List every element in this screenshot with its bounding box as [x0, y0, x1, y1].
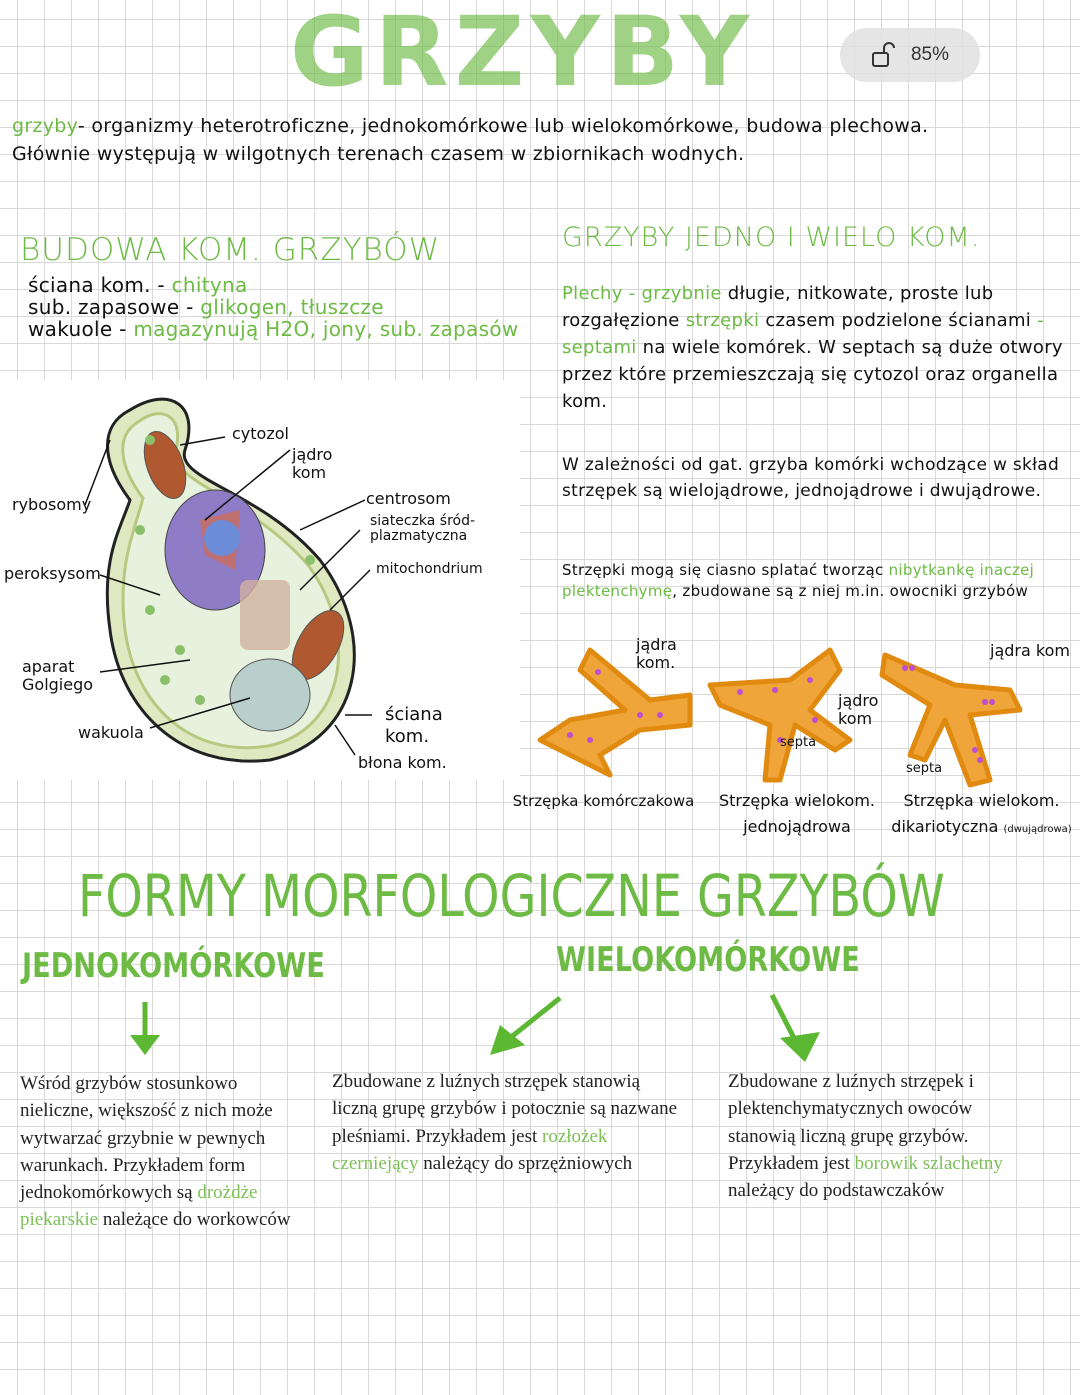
label-golgi: aparat Golgiego — [22, 657, 94, 694]
hypha-monokaryotic — [710, 650, 850, 780]
intro-text: - organizmy heterotroficzne, jednokomórkowe lub wielokomórkowe, budowa plechowa. Głównie występują w wilgotnych terenach czasem w zbiornikach wodnych. — [12, 115, 929, 165]
label-rybosomy: rybosomy — [12, 495, 92, 514]
label-jadro: jądro kom — [292, 445, 333, 482]
label-centrosom: centrosom — [366, 489, 451, 508]
budowa-row: wakuole - magazynują H2O, jony, sub. zapasów — [28, 317, 519, 341]
caption-hypha-3: Strzępka wielokom. dikariotyczna (dwujądrowa) — [891, 791, 1072, 836]
jadra-paragraph: W zależności od gat. grzyba komórki wchodzące w skład strzępek są wielojądrowe, jednojądrowe i dwujądrowe. — [562, 455, 1060, 501]
vacuole — [230, 659, 310, 731]
label-siateczka: siateczka śród-plazmatyczna — [370, 513, 476, 544]
jednokomorkowe-heading: JEDNOKOMÓRKOWE — [22, 946, 325, 986]
zoom-indicator[interactable] — [840, 28, 980, 82]
page-title: GRZYBY — [290, 0, 756, 108]
label-mitochondrium: mitochondrium — [376, 561, 483, 577]
zoom-value: 85% — [910, 44, 950, 65]
label-jadra-3: jądra kom — [990, 641, 1070, 660]
label-peroksysom: peroksysom — [4, 564, 101, 583]
arrow-down-left-icon — [510, 998, 560, 1038]
jedno-wielo-heading: GRZYBY JEDNO I WIELO KOM. — [562, 222, 981, 253]
jedno-description: Wśród grzybów stosunkowo nieliczne, większość z nich może wytwarzać grzybnie w pewnych warunkach. Przykładem form jednokomórkowych są drożdże piekarskie należące do workowców — [20, 1073, 291, 1231]
endoplasmic-reticulum — [240, 580, 290, 650]
budowa-heading: BUDOWA KOM. GRZYBÓW — [20, 232, 441, 268]
label-wakuola: wakuola — [78, 723, 144, 742]
wielokomorkowe-heading: WIELOKOMÓRKOWE — [556, 940, 860, 980]
label-jadra-1: jądra kom. — [636, 635, 677, 672]
label-jadro-2: jądro kom — [838, 691, 879, 728]
label-sciana: ściana kom. — [385, 704, 443, 747]
hypha-dikaryotic — [882, 655, 1020, 785]
budowa-row: sub. zapasowe - glikogen, tłuszcze — [28, 295, 384, 319]
unlock-icon — [871, 40, 897, 70]
plechy-paragraph: Plechy - grzybnie długie, nitkowate, proste lub rozgałęzione strzępki czasem podzielone ścianami - septami na wiele komórek. W septach są duże otwory przez które przemieszczają się cytozol oraz organella kom. — [562, 283, 1063, 412]
budowa-row: ściana kom. - chityna — [28, 273, 248, 297]
intro-term: grzyby — [12, 115, 78, 137]
budowa-list — [28, 274, 548, 340]
formy-heading: FORMY MORFOLOGICZNE GRZYBÓW — [78, 862, 945, 930]
plektenchyma-paragraph: Strzępki mogą się ciasno splatać tworząc nibytkankę inaczej plektenchymę, zbudowane są z niej m.in. owocniki grzybów — [562, 561, 1035, 600]
label-septa-2: septa — [780, 735, 817, 750]
arrows — [0, 990, 1080, 1070]
label-cytozol: cytozol — [232, 424, 289, 443]
label-septa-3: septa — [906, 761, 943, 776]
wielo-plesnie-description: Zbudowane z luźnych strzępek stanowią liczną grupę grzybów i potocznie są nazwane pleśniami. Przykładem jest rozłożek czerniejący należący do sprzężniowych — [332, 1071, 678, 1174]
wielo-owocniki-description: Zbudowane z luźnych strzępek i plektenchymatycznych owoców stanowią liczną grupę grzybów. Przykładem jest borowik szlachetny należący do podstawczaków — [728, 1071, 1003, 1202]
intro-paragraph — [12, 112, 1012, 168]
arrow-down-right-icon — [772, 995, 795, 1040]
caption-hypha-1: Strzępka komórczakowa — [512, 792, 695, 810]
label-blona: błona kom. — [358, 753, 447, 772]
caption-hypha-2: Strzępka wielokom. jednojądrowa — [718, 791, 876, 836]
